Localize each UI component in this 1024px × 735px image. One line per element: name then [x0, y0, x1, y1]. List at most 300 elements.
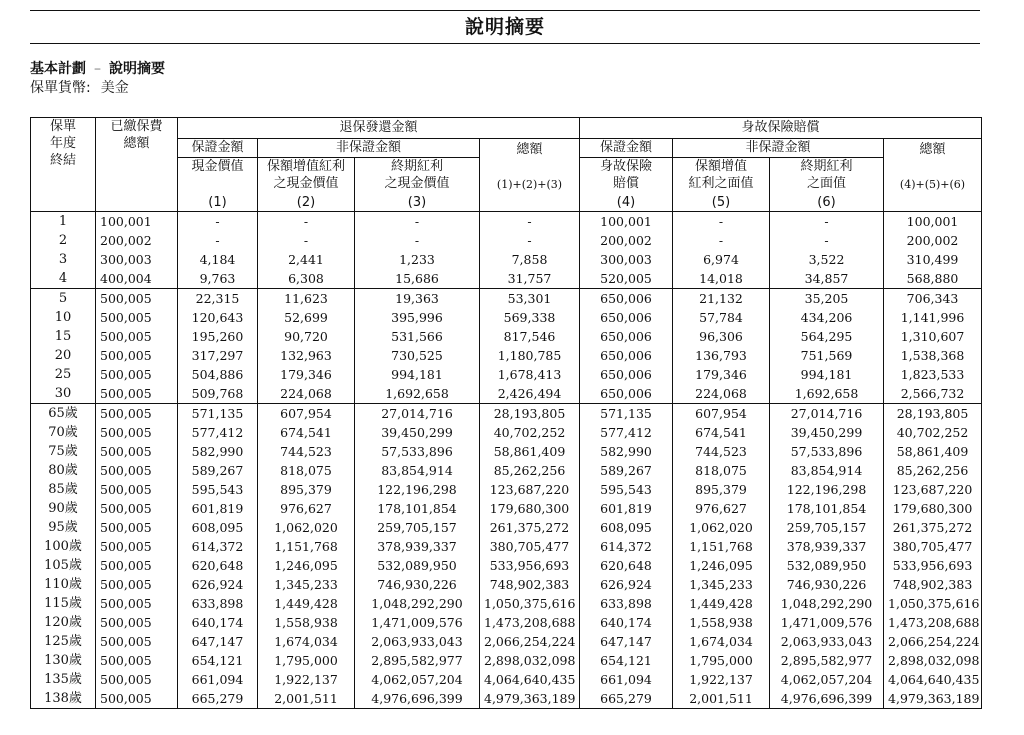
policy-year-cell: 70歲	[31, 423, 96, 442]
rev-bonus-cv-cell: 1,674,034	[258, 632, 355, 651]
surrender-total-cell: 4,064,640,435	[480, 670, 580, 689]
policy-year-header: 保單 年度 終結	[31, 118, 96, 212]
terminal-bonus-face-cell: 35,205	[770, 289, 884, 309]
terminal-bonus-face-cell: 57,533,896	[770, 442, 884, 461]
rev-bonus-face-cell: 818,075	[673, 461, 770, 480]
terminal-bonus-face-cell: 178,101,854	[770, 499, 884, 518]
policy-year-cell: 20	[31, 346, 96, 365]
premium-total-cell: 500,005	[96, 499, 178, 518]
death-benefit-cell: 633,898	[580, 594, 673, 613]
surrender-total-cell: 1,678,413	[480, 365, 580, 384]
rev-bonus-face-cell: -	[673, 231, 770, 250]
policy-year-cell: 120歲	[31, 613, 96, 632]
surrender-total-cell: 7,858	[480, 250, 580, 269]
non-guaranteed-header-surrender: 非保證金額	[258, 139, 480, 158]
surrender-total-cell: 4,979,363,189	[480, 689, 580, 709]
table-row	[31, 556, 982, 575]
surrender-group-header: 退保發還金額	[178, 118, 580, 139]
policy-year-cell: 115歲	[31, 594, 96, 613]
cash-value-cell: 595,543	[178, 480, 258, 499]
terminal-bonus-cv-cell: 4,976,696,399	[355, 689, 480, 709]
cash-value-cell: 504,886	[178, 365, 258, 384]
death-benefit-cell: 608,095	[580, 518, 673, 537]
cash-value-cell: 614,372	[178, 537, 258, 556]
terminal-bonus-face-cell: 4,062,057,204	[770, 670, 884, 689]
death-total-cell: 100,001	[884, 212, 982, 232]
policy-year-cell: 10	[31, 308, 96, 327]
rev-bonus-cv-cell: -	[258, 212, 355, 232]
terminal-bonus-face-cell: 122,196,298	[770, 480, 884, 499]
rev-bonus-cv-header: 保額增值紅利 之現金價值	[258, 158, 355, 195]
policy-year-cell: 2	[31, 231, 96, 250]
surrender-total-cell: 2,898,032,098	[480, 651, 580, 670]
benefit-illustration-table	[30, 117, 982, 709]
non-guaranteed-header-death: 非保證金額	[673, 139, 884, 158]
rev-bonus-face-cell: 136,793	[673, 346, 770, 365]
terminal-bonus-face-cell: 34,857	[770, 269, 884, 289]
cash-value-cell: -	[178, 231, 258, 250]
death-total-cell: 85,262,256	[884, 461, 982, 480]
table-row	[31, 518, 982, 537]
total-header-surrender: 總額 (1)+(2)+(3)	[480, 139, 580, 212]
cash-value-cell: 4,184	[178, 250, 258, 269]
death-benefit-cell: 614,372	[580, 537, 673, 556]
rev-bonus-face-cell: 1,062,020	[673, 518, 770, 537]
death-total-cell: 2,066,254,224	[884, 632, 982, 651]
rev-bonus-face-cell: 1,674,034	[673, 632, 770, 651]
surrender-total-cell: 748,902,383	[480, 575, 580, 594]
terminal-bonus-cv-cell: 1,692,658	[355, 384, 480, 404]
table-row	[31, 404, 982, 424]
rev-bonus-cv-cell: 2,441	[258, 250, 355, 269]
cash-value-cell: 571,135	[178, 404, 258, 424]
terminal-bonus-face-cell: -	[770, 212, 884, 232]
plan-heading	[30, 60, 165, 79]
currency-value: 美金	[100, 80, 129, 96]
surrender-total-cell: 2,066,254,224	[480, 632, 580, 651]
table-row	[31, 499, 982, 518]
policy-year-cell: 25	[31, 365, 96, 384]
cash-value-cell: 195,260	[178, 327, 258, 346]
terminal-bonus-cv-cell: 2,063,933,043	[355, 632, 480, 651]
rev-bonus-cv-cell: 132,963	[258, 346, 355, 365]
terminal-bonus-cv-cell: 4,062,057,204	[355, 670, 480, 689]
cash-value-cell: 620,648	[178, 556, 258, 575]
table-row	[31, 689, 982, 709]
terminal-bonus-face-cell: 1,048,292,290	[770, 594, 884, 613]
table-row	[31, 327, 982, 346]
rev-bonus-cv-cell: 1,449,428	[258, 594, 355, 613]
surrender-total-cell: 817,546	[480, 327, 580, 346]
plan-label: 基本計劃	[30, 61, 86, 77]
premium-total-cell: 500,005	[96, 346, 178, 365]
premium-total-cell: 200,002	[96, 231, 178, 250]
terminal-bonus-cv-cell: 19,363	[355, 289, 480, 309]
terminal-bonus-cv-cell: 378,939,337	[355, 537, 480, 556]
policy-year-cell: 130歲	[31, 651, 96, 670]
policy-year-cell: 125歲	[31, 632, 96, 651]
premium-total-cell: 500,005	[96, 613, 178, 632]
policy-year-cell: 85歲	[31, 480, 96, 499]
terminal-bonus-face-cell: 564,295	[770, 327, 884, 346]
summary-label: 說明摘要	[109, 61, 165, 77]
death-total-cell: 2,566,732	[884, 384, 982, 404]
death-benefit-cell: 650,006	[580, 365, 673, 384]
death-benefit-cell: 620,648	[580, 556, 673, 575]
death-benefit-cell: 300,003	[580, 250, 673, 269]
rev-bonus-face-cell: 179,346	[673, 365, 770, 384]
terminal-bonus-face-cell: 27,014,716	[770, 404, 884, 424]
policy-year-cell: 90歲	[31, 499, 96, 518]
terminal-bonus-face-cell: 83,854,914	[770, 461, 884, 480]
surrender-total-cell: 179,680,300	[480, 499, 580, 518]
death-total-cell: 179,680,300	[884, 499, 982, 518]
terminal-bonus-cv-cell: 259,705,157	[355, 518, 480, 537]
rev-bonus-cv-cell: 1,151,768	[258, 537, 355, 556]
premium-total-cell: 500,005	[96, 480, 178, 499]
premium-total-cell: 500,005	[96, 461, 178, 480]
col-num-2: (2)	[258, 194, 355, 212]
terminal-bonus-face-cell: 532,089,950	[770, 556, 884, 575]
terminal-bonus-face-cell: 746,930,226	[770, 575, 884, 594]
death-benefit-cell: 650,006	[580, 327, 673, 346]
surrender-total-cell: 31,757	[480, 269, 580, 289]
premium-total-cell: 500,005	[96, 384, 178, 404]
premium-header: 已繳保費 總額	[96, 118, 178, 212]
table-body	[31, 212, 982, 709]
rev-bonus-face-cell: 895,379	[673, 480, 770, 499]
surrender-total-cell: 261,375,272	[480, 518, 580, 537]
cash-value-cell: 608,095	[178, 518, 258, 537]
terminal-bonus-face-cell: 259,705,157	[770, 518, 884, 537]
cash-value-cell: 601,819	[178, 499, 258, 518]
death-total-cell: 1,310,607	[884, 327, 982, 346]
death-benefit-cell: 626,924	[580, 575, 673, 594]
rev-bonus-face-cell: -	[673, 212, 770, 232]
terminal-bonus-cv-cell: 994,181	[355, 365, 480, 384]
rev-bonus-cv-cell: 818,075	[258, 461, 355, 480]
table-row	[31, 423, 982, 442]
terminal-bonus-face-cell: 2,063,933,043	[770, 632, 884, 651]
rev-bonus-cv-cell: 11,623	[258, 289, 355, 309]
cash-value-cell: 582,990	[178, 442, 258, 461]
premium-total-cell: 500,005	[96, 442, 178, 461]
premium-total-cell: 300,003	[96, 250, 178, 269]
rev-bonus-cv-cell: 224,068	[258, 384, 355, 404]
policy-year-cell: 75歲	[31, 442, 96, 461]
rev-bonus-face-cell: 21,132	[673, 289, 770, 309]
premium-total-cell: 500,005	[96, 518, 178, 537]
cash-value-cell: 317,297	[178, 346, 258, 365]
surrender-total-cell: 40,702,252	[480, 423, 580, 442]
death-benefit-cell: 601,819	[580, 499, 673, 518]
table-row	[31, 346, 982, 365]
rev-bonus-cv-cell: 2,001,511	[258, 689, 355, 709]
policy-year-cell: 95歲	[31, 518, 96, 537]
death-group-header: 身故保險賠償	[580, 118, 982, 139]
policy-year-cell: 1	[31, 212, 96, 232]
terminal-cv-header: 終期紅利 之現金價值	[355, 158, 480, 195]
policy-year-cell: 80歲	[31, 461, 96, 480]
cash-value-cell: 626,924	[178, 575, 258, 594]
rev-bonus-face-cell: 1,449,428	[673, 594, 770, 613]
death-benefit-cell: 665,279	[580, 689, 673, 709]
terminal-bonus-cv-cell: 178,101,854	[355, 499, 480, 518]
death-benefit-cell: 100,001	[580, 212, 673, 232]
death-total-cell: 1,141,996	[884, 308, 982, 327]
cash-value-cell: -	[178, 212, 258, 232]
death-benefit-cell: 589,267	[580, 461, 673, 480]
surrender-total-cell: 85,262,256	[480, 461, 580, 480]
terminal-bonus-face-cell: 434,206	[770, 308, 884, 327]
surrender-total-cell: 1,180,785	[480, 346, 580, 365]
terminal-bonus-face-cell: 1,692,658	[770, 384, 884, 404]
policy-year-cell: 30	[31, 384, 96, 404]
policy-year-cell: 100歲	[31, 537, 96, 556]
plan-separator: –	[94, 61, 101, 77]
terminal-bonus-face-cell: 751,569	[770, 346, 884, 365]
premium-total-cell: 400,004	[96, 269, 178, 289]
terminal-bonus-cv-cell: 57,533,896	[355, 442, 480, 461]
rev-bonus-cv-cell: 6,308	[258, 269, 355, 289]
death-benefit-cell: 595,543	[580, 480, 673, 499]
death-benefit-cell: 647,147	[580, 632, 673, 651]
surrender-total-cell: -	[480, 212, 580, 232]
terminal-bonus-cv-cell: 122,196,298	[355, 480, 480, 499]
rev-bonus-cv-cell: 1,246,095	[258, 556, 355, 575]
rev-bonus-face-cell: 14,018	[673, 269, 770, 289]
terminal-bonus-cv-cell: 531,566	[355, 327, 480, 346]
rev-bonus-cv-cell: 90,720	[258, 327, 355, 346]
table-row	[31, 575, 982, 594]
cash-value-cell: 509,768	[178, 384, 258, 404]
rev-bonus-cv-cell: -	[258, 231, 355, 250]
death-total-cell: 40,702,252	[884, 423, 982, 442]
cash-value-cell: 661,094	[178, 670, 258, 689]
premium-total-cell: 500,005	[96, 289, 178, 309]
rev-bonus-face-cell: 1,922,137	[673, 670, 770, 689]
rev-bonus-face-cell: 57,784	[673, 308, 770, 327]
cash-value-cell: 22,315	[178, 289, 258, 309]
currency-line	[30, 79, 165, 98]
premium-total-cell: 500,005	[96, 556, 178, 575]
currency-label: 保單貨幣:	[30, 80, 91, 96]
terminal-bonus-cv-cell: 730,525	[355, 346, 480, 365]
terminal-bonus-cv-cell: 15,686	[355, 269, 480, 289]
death-total-cell: 380,705,477	[884, 537, 982, 556]
death-benefit-cell: 650,006	[580, 289, 673, 309]
premium-total-cell: 500,005	[96, 689, 178, 709]
terminal-bonus-face-cell: -	[770, 231, 884, 250]
policy-year-cell: 135歲	[31, 670, 96, 689]
terminal-bonus-face-cell: 994,181	[770, 365, 884, 384]
terminal-bonus-face-cell: 1,471,009,576	[770, 613, 884, 632]
guaranteed-header-surrender: 保證金額	[178, 139, 258, 158]
rev-bonus-face-cell: 674,541	[673, 423, 770, 442]
page-title: 說明摘要	[30, 10, 980, 44]
terminal-bonus-face-cell: 2,895,582,977	[770, 651, 884, 670]
surrender-total-cell: 123,687,220	[480, 480, 580, 499]
rev-bonus-face-cell: 1,558,938	[673, 613, 770, 632]
rev-bonus-face-header: 保額增值 紅利之面值	[673, 158, 770, 195]
terminal-bonus-face-cell: 39,450,299	[770, 423, 884, 442]
death-benefit-cell: 200,002	[580, 231, 673, 250]
surrender-total-cell: 53,301	[480, 289, 580, 309]
premium-total-cell: 500,005	[96, 365, 178, 384]
rev-bonus-face-cell: 6,974	[673, 250, 770, 269]
death-total-cell: 2,898,032,098	[884, 651, 982, 670]
cash-value-cell: 665,279	[178, 689, 258, 709]
col-num-1: (1)	[178, 194, 258, 212]
premium-total-cell: 500,005	[96, 327, 178, 346]
cash-value-header: 現金價值	[178, 158, 258, 195]
death-total-cell: 1,050,375,616	[884, 594, 982, 613]
policy-year-cell: 105歲	[31, 556, 96, 575]
policy-year-cell: 5	[31, 289, 96, 309]
rev-bonus-cv-cell: 674,541	[258, 423, 355, 442]
cash-value-cell: 647,147	[178, 632, 258, 651]
table-row	[31, 308, 982, 327]
death-benefit-cell: 650,006	[580, 308, 673, 327]
surrender-total-cell: 569,338	[480, 308, 580, 327]
death-total-cell: 1,473,208,688	[884, 613, 982, 632]
premium-total-cell: 500,005	[96, 594, 178, 613]
death-total-cell: 261,375,272	[884, 518, 982, 537]
terminal-bonus-face-cell: 4,976,696,399	[770, 689, 884, 709]
table-row	[31, 442, 982, 461]
rev-bonus-cv-cell: 52,699	[258, 308, 355, 327]
policy-year-cell: 15	[31, 327, 96, 346]
terminal-bonus-cv-cell: 39,450,299	[355, 423, 480, 442]
cash-value-cell: 120,643	[178, 308, 258, 327]
table-row	[31, 594, 982, 613]
col-num-6: (6)	[770, 194, 884, 212]
table-row	[31, 651, 982, 670]
terminal-bonus-cv-cell: 746,930,226	[355, 575, 480, 594]
cash-value-cell: 654,121	[178, 651, 258, 670]
terminal-bonus-cv-cell: 1,471,009,576	[355, 613, 480, 632]
table-row	[31, 365, 982, 384]
death-total-cell: 533,956,693	[884, 556, 982, 575]
terminal-bonus-cv-cell: 1,233	[355, 250, 480, 269]
death-benefit-header: 身故保險 賠償	[580, 158, 673, 195]
death-benefit-cell: 650,006	[580, 384, 673, 404]
surrender-total-cell: 380,705,477	[480, 537, 580, 556]
death-total-cell: 310,499	[884, 250, 982, 269]
table-row	[31, 480, 982, 499]
terminal-bonus-cv-cell: 532,089,950	[355, 556, 480, 575]
table-row	[31, 461, 982, 480]
death-total-cell: 28,193,805	[884, 404, 982, 424]
table-row	[31, 289, 982, 309]
surrender-total-cell: 58,861,409	[480, 442, 580, 461]
death-benefit-cell: 582,990	[580, 442, 673, 461]
surrender-total-cell: 2,426,494	[480, 384, 580, 404]
table-row	[31, 384, 982, 404]
table-row	[31, 269, 982, 289]
table-row	[31, 212, 982, 232]
rev-bonus-face-cell: 1,151,768	[673, 537, 770, 556]
terminal-bonus-cv-cell: 395,996	[355, 308, 480, 327]
rev-bonus-cv-cell: 179,346	[258, 365, 355, 384]
premium-total-cell: 500,005	[96, 423, 178, 442]
premium-total-cell: 100,001	[96, 212, 178, 232]
death-benefit-cell: 520,005	[580, 269, 673, 289]
rev-bonus-cv-cell: 895,379	[258, 480, 355, 499]
policy-year-cell: 138歲	[31, 689, 96, 709]
cash-value-cell: 577,412	[178, 423, 258, 442]
surrender-total-cell: -	[480, 231, 580, 250]
terminal-bonus-cv-cell: -	[355, 212, 480, 232]
terminal-bonus-cv-cell: 1,048,292,290	[355, 594, 480, 613]
guaranteed-header-death: 保證金額	[580, 139, 673, 158]
terminal-bonus-face-cell: 378,939,337	[770, 537, 884, 556]
table-row	[31, 250, 982, 269]
premium-total-cell: 500,005	[96, 670, 178, 689]
death-benefit-cell: 661,094	[580, 670, 673, 689]
rev-bonus-cv-cell: 607,954	[258, 404, 355, 424]
terminal-bonus-cv-cell: 27,014,716	[355, 404, 480, 424]
death-total-cell: 568,880	[884, 269, 982, 289]
surrender-total-cell: 533,956,693	[480, 556, 580, 575]
premium-total-cell: 500,005	[96, 575, 178, 594]
rev-bonus-face-cell: 2,001,511	[673, 689, 770, 709]
rev-bonus-cv-cell: 1,795,000	[258, 651, 355, 670]
rev-bonus-face-cell: 607,954	[673, 404, 770, 424]
rev-bonus-face-cell: 1,345,233	[673, 575, 770, 594]
rev-bonus-face-cell: 224,068	[673, 384, 770, 404]
rev-bonus-face-cell: 1,246,095	[673, 556, 770, 575]
death-benefit-cell: 650,006	[580, 346, 673, 365]
policy-year-cell: 3	[31, 250, 96, 269]
total-header-death: 總額 (4)+(5)+(6)	[884, 139, 982, 212]
rev-bonus-cv-cell: 1,558,938	[258, 613, 355, 632]
death-total-cell: 58,861,409	[884, 442, 982, 461]
table-row	[31, 670, 982, 689]
terminal-bonus-cv-cell: 83,854,914	[355, 461, 480, 480]
rev-bonus-face-cell: 96,306	[673, 327, 770, 346]
policy-year-cell: 4	[31, 269, 96, 289]
surrender-total-cell: 28,193,805	[480, 404, 580, 424]
premium-total-cell: 500,005	[96, 537, 178, 556]
table-row	[31, 231, 982, 250]
death-benefit-cell: 571,135	[580, 404, 673, 424]
rev-bonus-face-cell: 976,627	[673, 499, 770, 518]
death-total-cell: 748,902,383	[884, 575, 982, 594]
surrender-total-cell: 1,050,375,616	[480, 594, 580, 613]
premium-total-cell: 500,005	[96, 308, 178, 327]
rev-bonus-cv-cell: 976,627	[258, 499, 355, 518]
terminal-bonus-cv-cell: -	[355, 231, 480, 250]
death-total-cell: 4,979,363,189	[884, 689, 982, 709]
terminal-bonus-face-cell: 3,522	[770, 250, 884, 269]
death-total-cell: 4,064,640,435	[884, 670, 982, 689]
table-row	[31, 613, 982, 632]
cash-value-cell: 633,898	[178, 594, 258, 613]
col-num-5: (5)	[673, 194, 770, 212]
rev-bonus-cv-cell: 1,922,137	[258, 670, 355, 689]
death-total-cell: 200,002	[884, 231, 982, 250]
death-total-cell: 1,823,533	[884, 365, 982, 384]
death-total-cell: 706,343	[884, 289, 982, 309]
premium-total-cell: 500,005	[96, 651, 178, 670]
plan-subtitle	[30, 60, 165, 98]
death-benefit-cell: 577,412	[580, 423, 673, 442]
death-benefit-cell: 640,174	[580, 613, 673, 632]
terminal-bonus-cv-cell: 2,895,582,977	[355, 651, 480, 670]
premium-total-cell: 500,005	[96, 632, 178, 651]
table-row	[31, 632, 982, 651]
